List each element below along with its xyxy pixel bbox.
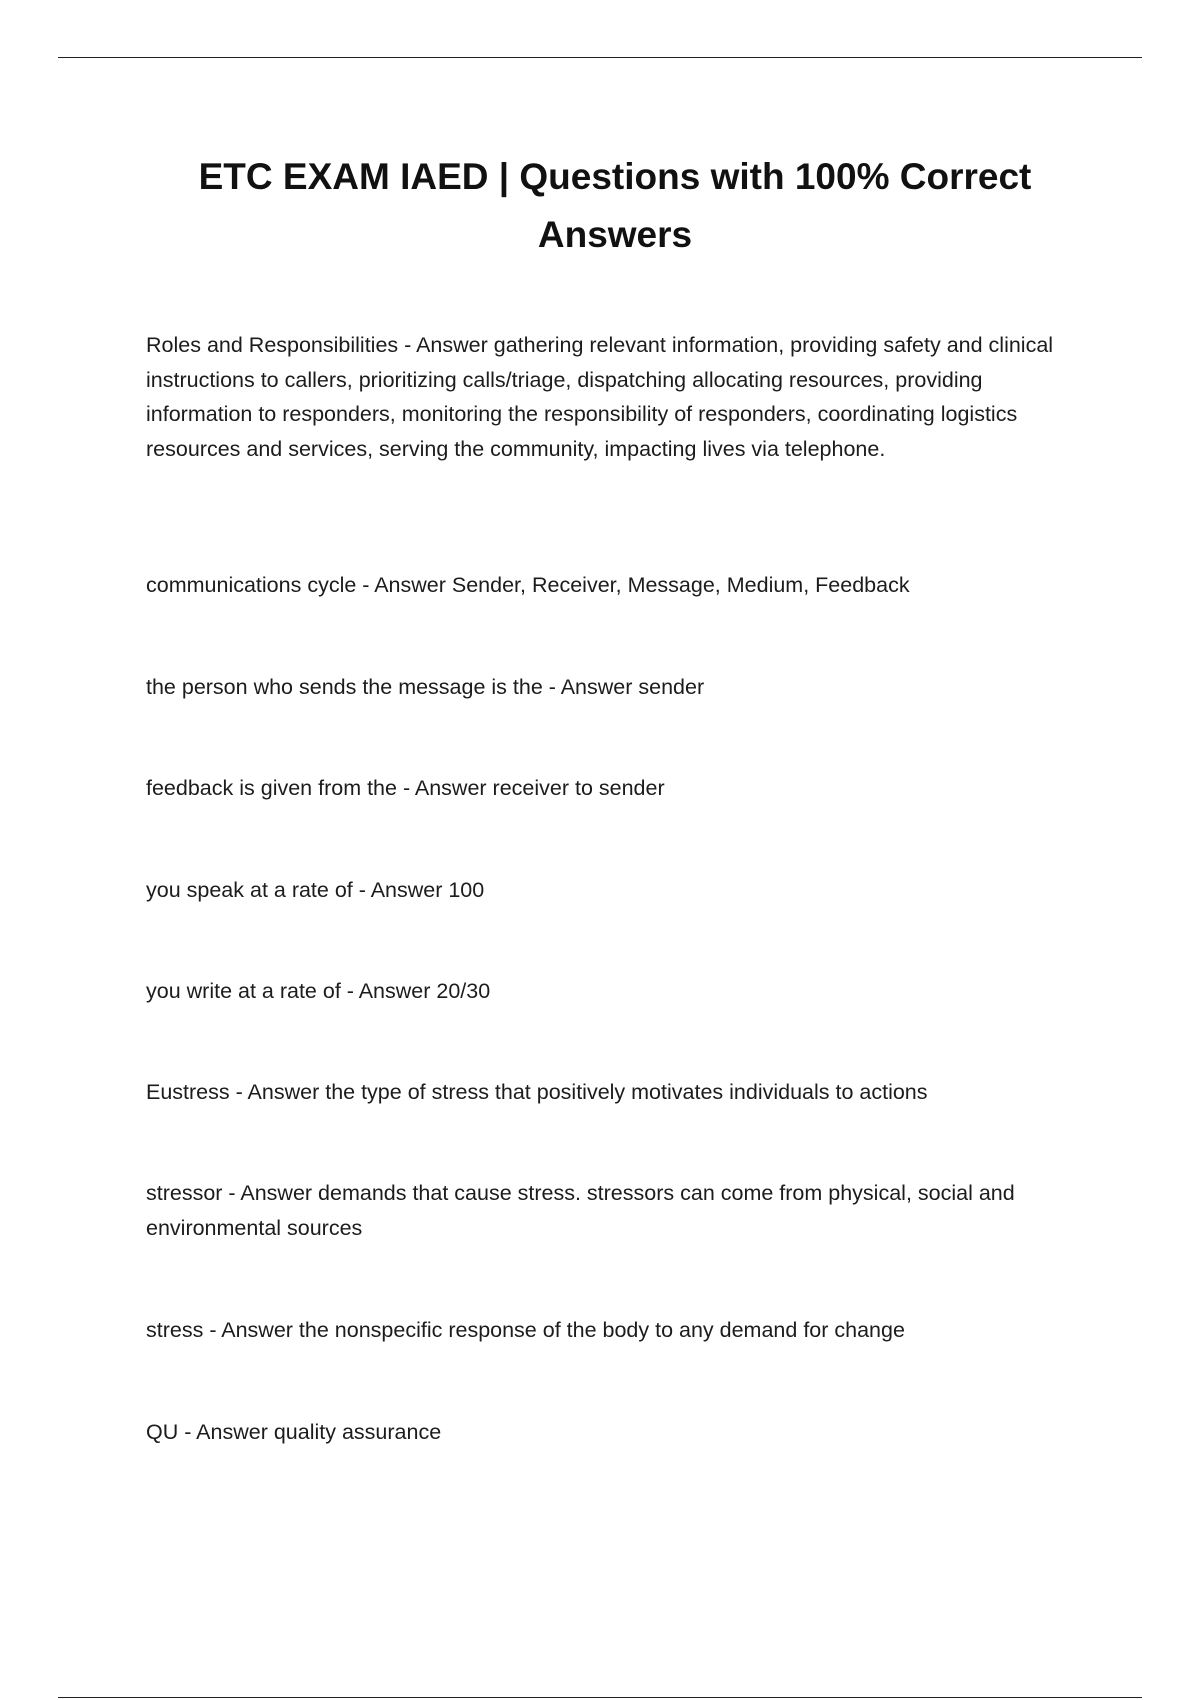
qa-item-stressor: stressor - Answer demands that cause stress. stressors can come from physical, social and environmental sources xyxy=(146,1181,1015,1240)
page-top-rule xyxy=(58,57,1142,58)
qa-item-eustress: Eustress - Answer the type of stress that positively motivates individuals to actions xyxy=(146,1080,928,1104)
page-bottom-rule xyxy=(58,1697,1142,1698)
qa-item-stress: stress - Answer the nonspecific response of the body to any demand for change xyxy=(146,1318,905,1342)
qa-item-message-sender: the person who sends the message is the - Answer sender xyxy=(146,675,705,699)
qa-item-write-rate: you write at a rate of - Answer 20/30 xyxy=(146,979,491,1003)
qa-item-roles-and-responsibilities: Roles and Responsibilities - Answer gathering relevant information, providing safety and clinical instructions to callers, prioritizing calls/triage, dispatching allocating resources, providing information to responders, monitoring the responsibility of responders, coordinating logistics resources and services, serving the community, impacting lives via telephone. xyxy=(146,333,1054,461)
qa-item-feedback: feedback is given from the - Answer receiver to sender xyxy=(146,776,665,800)
qa-item-qu: QU - Answer quality assurance xyxy=(146,1420,442,1444)
page-title: ETC EXAM IAED | Questions with 100% Correct Answers xyxy=(198,156,1032,255)
qa-item-communications-cycle: communications cycle - Answer Sender, Receiver, Message, Medium, Feedback xyxy=(146,573,910,597)
qa-item-speak-rate: you speak at a rate of - Answer 100 xyxy=(146,878,485,902)
